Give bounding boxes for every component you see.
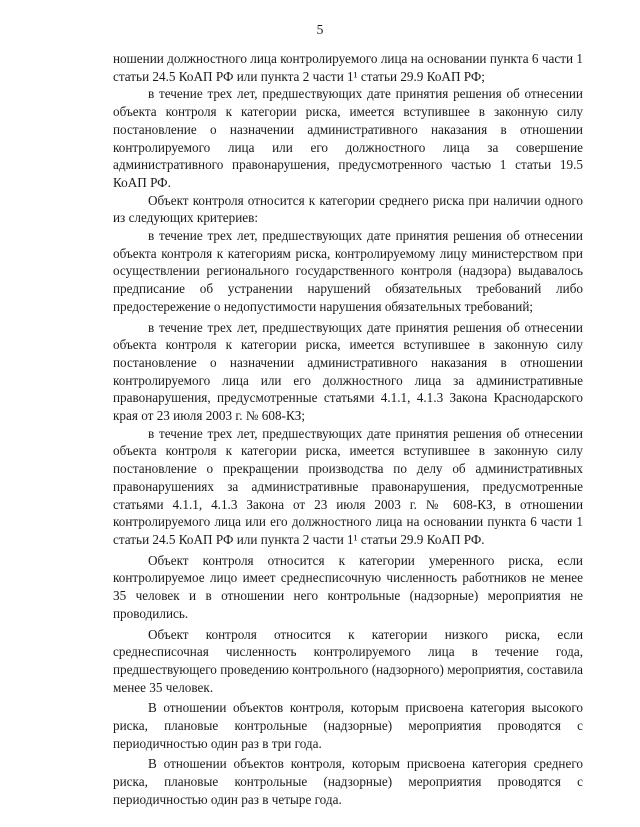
paragraph-moderate-risk: Объект контроля относится к категории умеренного риска, если контролируемое лицо имеет среднесписочную численность работников не менее 35 человек и в отношении него контрольные (надзорные) мероприятия не проводились.	[113, 552, 583, 621]
paragraph-medium-risk-frequency: В отношении объектов контроля, которым присвоена категория среднего риска, плановые контрольные (надзорные) мероприятия проводятся с периодичностью один раз в четыре года.	[113, 756, 583, 807]
paragraph-high-risk-frequency: В отношении объектов контроля, которым присвоена категория высокого риска, плановые контрольные (надзорные) мероприятия проводятся с периодичностью один раз в три года.	[113, 700, 583, 751]
paragraph-continuation: ношении должностного лица контролируемого лица на основании пункта 6 части 1 статьи 24.5 КоАП РФ или пункта 2 части 1¹ статьи 29.9 КоАП РФ;	[113, 51, 583, 84]
paragraph-high-risk-criterion: в течение трех лет, предшествующих дате принятия решения об отнесении объекта контроля к категории риска, имеется вступившее в законную силу постановление о назначении административного наказания в отношении контролируемого лица или его должностного лица за совершение административного правонарушения, предусмотренного частью 1 статьи 19.5 КоАП РФ.	[113, 86, 583, 190]
paragraph-medium-risk-intro: Объект контроля относится к категории среднего риска при наличии одного из следующих критериев:	[113, 192, 583, 226]
page-number: 5	[316, 22, 324, 37]
paragraph-medium-risk-criterion-1: в течение трех лет, предшествующих дате принятия решения об отнесении объекта контроля к категориям риска, контролируемому лицу министерством при осуществлении регионального государственного контроля (надзора) выдавалось предписание об устранении нарушений обязательных требований либо предостережение о недопустимости нарушения обязательных требований;	[113, 228, 583, 314]
paragraph-low-risk: Объект контроля относится к категории низкого риска, если среднесписочная численность контролируемого лица в течение года, предшествующего проведению контрольного (надзорного) мероприятия, составила менее 35 человек.	[113, 626, 583, 695]
paragraph-medium-risk-criterion-2: в течение трех лет, предшествующих дате принятия решения об отнесении объекта контроля к категории риска, имеется вступившее в законную силу постановление о назначении административного наказания в отношении контролируемого лица или его должностного лица за административные правонарушения, предусмотренные статьями 4.1.1, 4.1.3 Закона Краснодарского края от 23 июля 2003 г. № 608-КЗ;	[113, 319, 583, 424]
paragraph-medium-risk-criterion-3: в течение трех лет, предшествующих дате принятия решения об отнесении объекта контроля к категории риска, имеется вступившее в законную силу постановление о прекращении производства по делу об административных правонарушениях за административные правонарушения, предусмотренные статьями 4.1.1, 4.1.3 Закона от 23 июля 2003 г. № 608-КЗ, в отношении контролируемого лица или его должностного лица на основании пункта 6 части 1 статьи 24.5 КоАП РФ или пункта 2 части 1¹ статьи 29.9 КоАП РФ.	[113, 425, 583, 547]
document-body	[113, 50, 583, 809]
